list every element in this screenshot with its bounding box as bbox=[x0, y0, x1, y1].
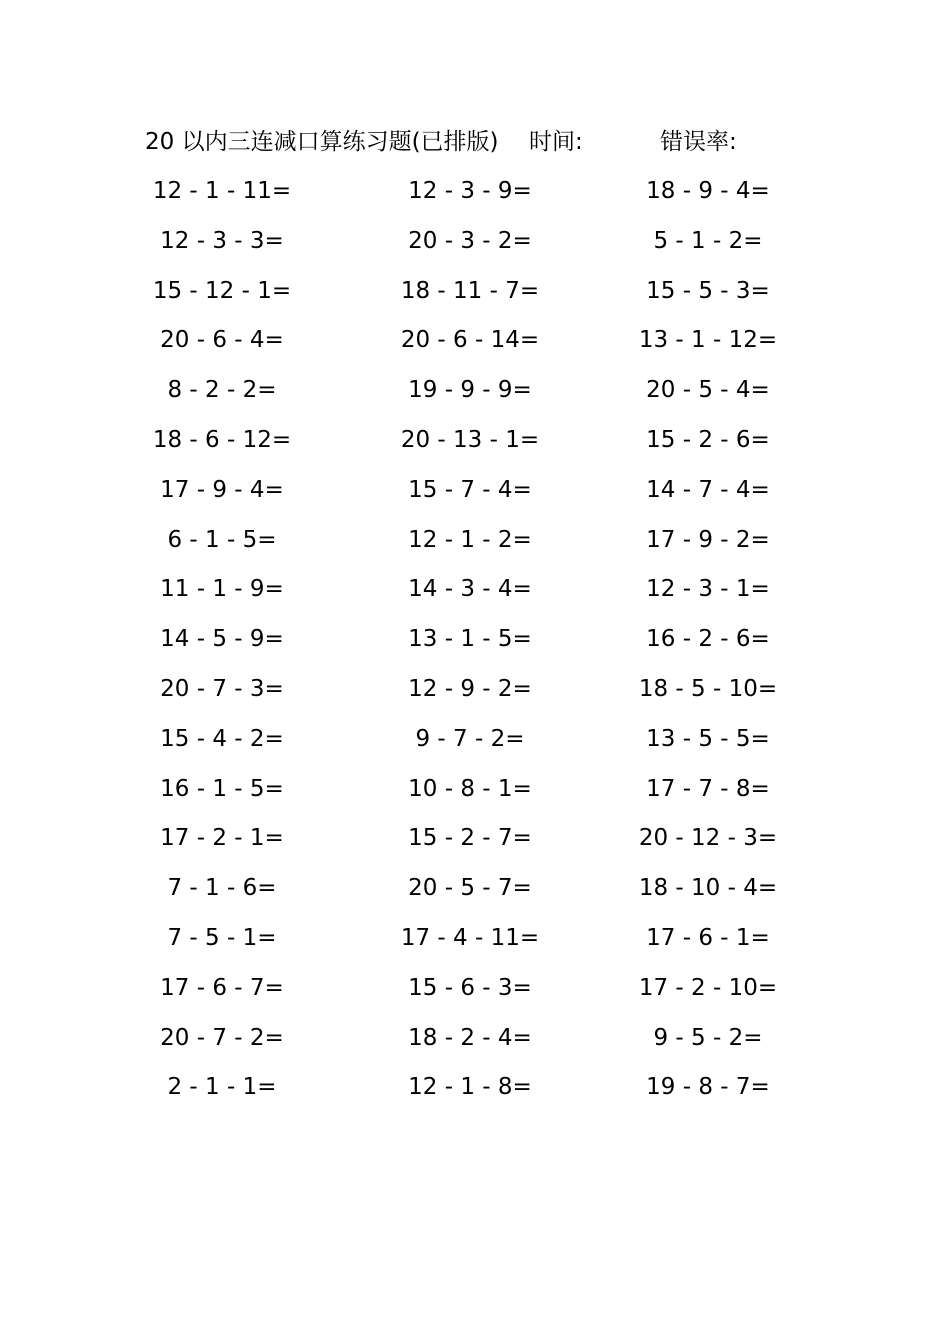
problem-item: 14 - 5 - 9= bbox=[160, 626, 284, 653]
problem-item: 18 - 6 - 12= bbox=[152, 426, 292, 453]
problem-item: 8 - 2 - 2= bbox=[167, 377, 277, 404]
problem-item: 5 - 1 - 2= bbox=[653, 227, 763, 254]
problem-item: 20 - 3 - 2= bbox=[408, 227, 532, 254]
problem-row bbox=[0, 719, 950, 769]
problem-item: 15 - 2 - 6= bbox=[646, 426, 770, 453]
problem-item: 19 - 8 - 7= bbox=[646, 1074, 770, 1101]
problem-item: 12 - 1 - 2= bbox=[408, 526, 532, 553]
worksheet-header bbox=[145, 122, 825, 162]
problem-item: 15 - 5 - 3= bbox=[646, 277, 770, 304]
problem-item: 12 - 3 - 3= bbox=[160, 227, 284, 254]
problem-grid bbox=[0, 171, 950, 1117]
problem-row bbox=[0, 221, 950, 271]
problem-item: 12 - 1 - 8= bbox=[408, 1074, 532, 1101]
problem-item: 12 - 9 - 2= bbox=[408, 675, 532, 702]
problem-item: 6 - 1 - 5= bbox=[167, 526, 277, 553]
problem-item: 17 - 6 - 1= bbox=[646, 924, 770, 951]
error-rate-label: 错误率: bbox=[660, 129, 737, 155]
problem-item: 15 - 2 - 7= bbox=[408, 825, 532, 852]
problem-item: 20 - 6 - 14= bbox=[400, 327, 540, 354]
problem-item: 20 - 13 - 1= bbox=[400, 426, 540, 453]
problem-item: 9 - 5 - 2= bbox=[653, 1024, 763, 1051]
problem-item: 2 - 1 - 1= bbox=[167, 1074, 277, 1101]
problem-item: 17 - 2 - 1= bbox=[160, 825, 284, 852]
problem-item: 7 - 5 - 1= bbox=[167, 924, 277, 951]
problem-item: 13 - 1 - 12= bbox=[638, 327, 778, 354]
time-label: 时间: bbox=[529, 129, 583, 155]
problem-item: 17 - 9 - 4= bbox=[160, 476, 284, 503]
problem-item: 15 - 7 - 4= bbox=[408, 476, 532, 503]
problem-row bbox=[0, 470, 950, 520]
problem-item: 9 - 7 - 2= bbox=[415, 725, 525, 752]
problem-item: 13 - 5 - 5= bbox=[646, 725, 770, 752]
problem-item: 11 - 1 - 9= bbox=[160, 576, 284, 603]
problem-item: 12 - 3 - 9= bbox=[408, 178, 532, 204]
problem-row bbox=[0, 769, 950, 819]
problem-item: 17 - 4 - 11= bbox=[400, 924, 540, 951]
problem-row bbox=[0, 420, 950, 470]
problem-item: 18 - 9 - 4= bbox=[646, 178, 770, 204]
worksheet-title: 20 以内三连减口算练习题(已排版) bbox=[145, 129, 499, 155]
problem-row bbox=[0, 968, 950, 1018]
problem-item: 20 - 5 - 4= bbox=[646, 377, 770, 404]
problem-row bbox=[0, 619, 950, 669]
problem-item: 17 - 6 - 7= bbox=[160, 974, 284, 1001]
problem-item: 14 - 3 - 4= bbox=[408, 576, 532, 603]
problem-item: 13 - 1 - 5= bbox=[408, 626, 532, 653]
problem-row bbox=[0, 818, 950, 868]
problem-item: 17 - 2 - 10= bbox=[638, 974, 778, 1001]
problem-item: 15 - 4 - 2= bbox=[160, 725, 284, 752]
problem-item: 15 - 12 - 1= bbox=[152, 277, 292, 304]
problem-row bbox=[0, 918, 950, 968]
problem-item: 7 - 1 - 6= bbox=[167, 875, 277, 902]
problem-row bbox=[0, 171, 950, 221]
problem-row bbox=[0, 370, 950, 420]
problem-row bbox=[0, 669, 950, 719]
problem-item: 16 - 2 - 6= bbox=[646, 626, 770, 653]
problem-row bbox=[0, 271, 950, 321]
problem-item: 17 - 9 - 2= bbox=[646, 526, 770, 553]
problem-item: 12 - 3 - 1= bbox=[646, 576, 770, 603]
problem-item: 10 - 8 - 1= bbox=[408, 775, 532, 802]
problem-item: 19 - 9 - 9= bbox=[408, 377, 532, 404]
problem-item: 20 - 5 - 7= bbox=[408, 875, 532, 902]
problem-item: 15 - 6 - 3= bbox=[408, 974, 532, 1001]
problem-item: 20 - 12 - 3= bbox=[638, 825, 778, 852]
problem-row bbox=[0, 868, 950, 918]
problem-item: 20 - 7 - 2= bbox=[160, 1024, 284, 1051]
problem-item: 14 - 7 - 4= bbox=[646, 476, 770, 503]
problem-item: 12 - 1 - 11= bbox=[152, 178, 292, 204]
problem-row bbox=[0, 320, 950, 370]
problem-item: 18 - 10 - 4= bbox=[638, 875, 778, 902]
problem-item: 20 - 7 - 3= bbox=[160, 675, 284, 702]
problem-item: 20 - 6 - 4= bbox=[160, 327, 284, 354]
problem-item: 18 - 11 - 7= bbox=[400, 277, 540, 304]
problem-item: 18 - 2 - 4= bbox=[408, 1024, 532, 1051]
problem-row bbox=[0, 569, 950, 619]
problem-item: 18 - 5 - 10= bbox=[638, 675, 778, 702]
problem-item: 16 - 1 - 5= bbox=[160, 775, 284, 802]
problem-row bbox=[0, 520, 950, 570]
problem-item: 17 - 7 - 8= bbox=[646, 775, 770, 802]
problem-row bbox=[0, 1018, 950, 1068]
problem-row bbox=[0, 1067, 950, 1117]
